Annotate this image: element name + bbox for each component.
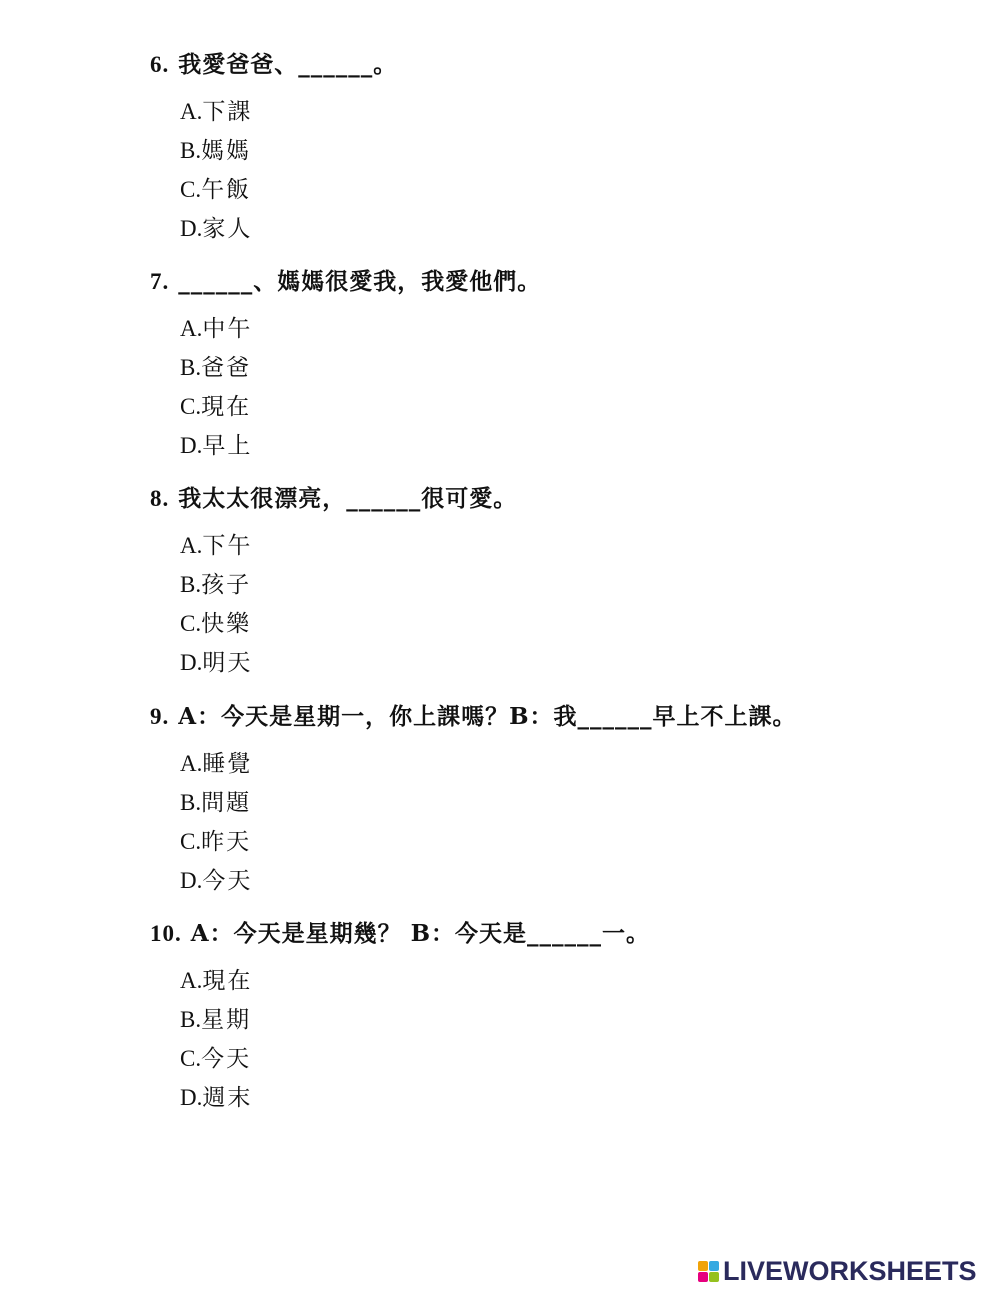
option-text: 問題 [201,790,252,816]
option-text: 現在 [202,968,253,994]
option-letter: A. [180,968,203,993]
liveworksheets-logo [698,1256,977,1286]
option-letter: A. [180,533,203,558]
option-c[interactable] [180,175,950,214]
option-text: 下課 [202,99,253,125]
option-letter: D. [180,433,203,458]
option-text: 現在 [201,394,252,420]
option-text: 爸爸 [201,355,252,381]
option-letter: D. [180,1085,203,1110]
question-stem [150,50,950,80]
option-b[interactable] [180,353,950,392]
option-text: 孩子 [201,572,252,598]
option-letter: C. [180,394,202,419]
logo-block [709,1261,719,1271]
logo-text: LIVEWORKSHEETS [723,1255,977,1286]
question-stem [150,702,950,732]
option-text: 今天 [201,1046,252,1072]
question-8 [150,484,950,687]
option-d[interactable] [180,1083,950,1122]
option-text: 家人 [202,216,253,242]
option-letter: A. [180,99,203,124]
question-number: 8. [150,486,170,511]
question-number: 10. [150,921,182,946]
option-a[interactable] [180,749,950,788]
logo-mark-icon [698,1261,719,1282]
question-stem [150,484,950,514]
option-text: 明天 [202,650,253,676]
option-d[interactable] [180,866,950,905]
logo-block [698,1261,708,1271]
option-letter: B. [180,355,202,380]
option-a[interactable] [180,97,950,136]
option-letter: C. [180,177,202,202]
option-text: 下午 [202,533,253,559]
question-text: 我太太很漂亮，______很可愛。 [178,485,518,512]
option-letter: C. [180,829,202,854]
option-b[interactable] [180,1005,950,1044]
option-text: 中午 [202,316,253,342]
answer-options [150,966,950,1122]
question-7 [150,267,950,470]
option-b[interactable] [180,136,950,175]
logo-block [709,1272,719,1282]
option-letter: D. [180,650,203,675]
option-text: 午飯 [201,177,252,203]
option-text: 週末 [202,1085,253,1111]
question-stem [150,919,950,949]
question-text: A：今天是星期一，你上課嗎？B：我______早上不上課。 [178,703,797,730]
option-text: 星期 [201,1007,252,1033]
question-number: 7. [150,269,170,294]
option-letter: C. [180,1046,202,1071]
option-letter: B. [180,790,202,815]
question-10 [150,919,950,1122]
option-text: 快樂 [201,611,252,637]
option-c[interactable] [180,392,950,431]
option-d[interactable] [180,431,950,470]
question-number: 9. [150,704,170,729]
option-text: 睡覺 [202,751,253,777]
answer-options [150,531,950,687]
option-letter: C. [180,611,202,636]
question-text: A：今天是星期幾？ B：今天是______一。 [190,920,651,947]
option-letter: A. [180,751,203,776]
option-letter: A. [180,316,203,341]
option-text: 昨天 [201,829,252,855]
option-a[interactable] [180,314,950,353]
option-b[interactable] [180,788,950,827]
option-c[interactable] [180,1044,950,1083]
option-b[interactable] [180,570,950,609]
question-stem [150,267,950,297]
option-letter: D. [180,216,203,241]
option-letter: B. [180,138,202,163]
question-number: 6. [150,52,170,77]
option-d[interactable] [180,648,950,687]
option-text: 今天 [202,868,253,894]
question-6 [150,50,950,253]
option-c[interactable] [180,827,950,866]
option-a[interactable] [180,531,950,570]
option-d[interactable] [180,214,950,253]
option-text: 早上 [202,433,253,459]
logo-block [698,1272,708,1282]
question-text: 我愛爸爸、______。 [178,51,398,78]
answer-options [150,749,950,905]
option-text: 媽媽 [201,138,252,164]
option-letter: B. [180,1007,202,1032]
answer-options [150,97,950,253]
question-text: ______、媽媽很愛我，我愛他們。 [178,268,542,295]
question-9 [150,702,950,905]
option-c[interactable] [180,609,950,648]
answer-options [150,314,950,470]
option-letter: B. [180,572,202,597]
option-a[interactable] [180,966,950,1005]
option-letter: D. [180,868,203,893]
